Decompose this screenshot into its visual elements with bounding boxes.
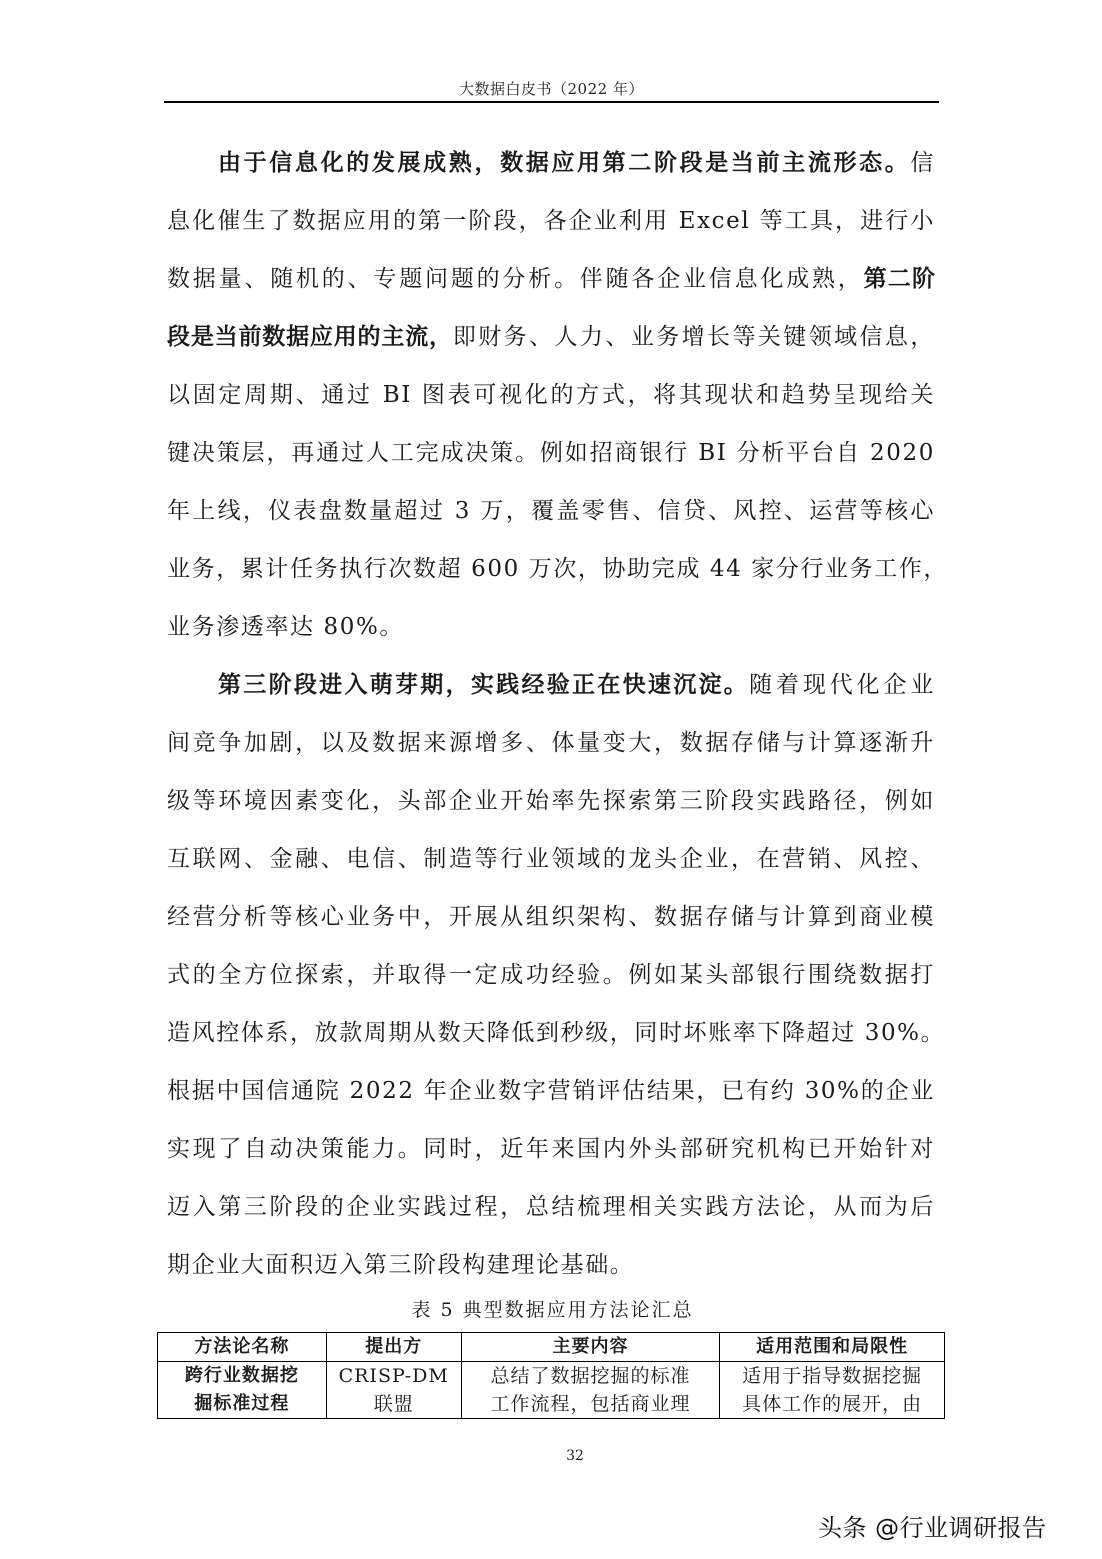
cell-line: 掘标准过程 [194,1393,290,1414]
text-span: 式的全方位探索，并取得一定成功经验。例如某头部银行围绕数据打 [167,962,935,988]
bold-span: 段是当前数据应用的主流， [167,324,453,350]
paragraph-2-line-5 [167,902,935,932]
table-caption: 表 5 典型数据应用方法论汇总 [411,1299,694,1321]
table-header-row [158,1333,945,1362]
paragraph-1-line-2 [167,206,935,236]
paragraph-2-line-1 [218,670,935,700]
paragraph-2-line-11 [167,1250,935,1280]
bold-lead-sentence: 第三阶段进入萌芽期，实践经验正在快速沉淀。 [218,672,750,698]
paragraph-1-line-3 [167,264,935,294]
text-span: 业务渗透率达 80%。 [167,614,405,640]
paragraph-1-line-5 [167,380,935,410]
paragraph-1-line-8 [167,554,949,584]
document-title: 大数据白皮书（2022 年） [459,80,644,98]
text-span: 信 [910,150,935,176]
column-header-scope: 适用范围和局限性 [720,1333,945,1362]
paragraph-2-line-10 [167,1192,935,1222]
paragraph-2-line-4 [167,844,935,874]
text-span: 随着现代化企业 [749,672,936,698]
paragraph-2-line-9 [167,1134,935,1164]
paragraph-2-line-6 [167,960,935,990]
text-span: 实现了自动决策能力。同时，近年来国内外头部研究机构已开始针对 [167,1136,935,1162]
text-span: 数据量、随机的、专题问题的分析。伴随各企业信息化成熟， [167,266,864,292]
cell-scope [720,1362,945,1419]
text-span: 互联网、金融、电信、制造等行业领域的龙头企业，在营销、风控、 [167,846,935,872]
text-span: 业务，累计任务执行次数超 600 万次，协助完成 44 家分行业务工作， [167,556,949,582]
text-span: 间竞争加剧，以及数据来源增多、体量变大，数据存储与计算逐渐升 [167,730,935,756]
paragraph-1-line-4 [167,322,935,352]
cell-content [461,1362,720,1419]
cell-line: 工作流程，包括商业理 [490,1393,691,1415]
text-span: 造风控体系，放款周期从数天降低到秒级，同时坏账率下降超过 30%。 [167,1020,946,1046]
table-row [158,1362,945,1419]
cell-line: CRISP-DM [338,1365,449,1387]
text-span: 迈入第三阶段的企业实践过程，总结梳理相关实践方法论，从而为后 [167,1194,935,1220]
text-span: 键决策层，再通过人工完成决策。例如招商银行 BI 分析平台自 2020 [167,440,935,466]
text-span: 息化催生了数据应用的第一阶段，各企业利用 Excel 等工具，进行小 [167,208,935,234]
text-span: 根据中国信通院 2022 年企业数字营销评估结果，已有约 30%的企业 [167,1078,935,1104]
text-span: 经营分析等核心业务中，开展从组织架构、数据存储与计算到商业模 [167,904,935,930]
column-header-name: 方法论名称 [158,1333,327,1362]
paragraph-2-line-8 [167,1076,935,1106]
column-header-content: 主要内容 [461,1333,720,1362]
cell-line: 联盟 [373,1393,414,1415]
text-span: 期企业大面积迈入第三阶段构建理论基础。 [167,1252,635,1278]
page-number: 32 [566,1448,584,1464]
paragraph-1-line-6 [167,438,935,468]
column-header-proposer: 提出方 [326,1333,461,1362]
paragraph-1-line-7 [167,496,935,526]
header-divider [164,101,939,103]
cell-method-name [158,1362,327,1419]
bold-lead-sentence: 由于信息化的发展成熟，数据应用第二阶段是当前主流形态。 [218,150,911,176]
cell-line: 跨行业数据挖 [184,1365,299,1386]
paragraph-1-line-1 [218,148,935,178]
cell-line: 总结了数据挖掘的标准 [490,1365,691,1387]
methodology-table [157,1332,945,1419]
cell-line: 具体工作的展开，由 [742,1393,923,1415]
watermark: 头条 @行业调研报告 [818,1514,1047,1542]
paragraph-2-line-7 [167,1018,946,1048]
text-span: 年上线，仪表盘数量超过 3 万，覆盖零售、信贷、风控、运营等核心 [167,498,935,524]
cell-proposer [326,1362,461,1419]
cell-line: 适用于指导数据挖掘 [742,1365,923,1387]
bold-span: 第二阶 [863,266,936,292]
paragraph-2-line-2 [167,728,935,758]
paragraph-2-line-3 [167,786,935,816]
paragraph-1-line-9 [167,612,935,642]
text-span: 即财务、人力、业务增长等关键领域信息， [452,324,935,350]
text-span: 级等环境因素变化，头部企业开始率先探索第三阶段实践路径，例如 [167,788,935,814]
text-span: 以固定周期、通过 BI 图表可视化的方式，将其现状和趋势呈现给关 [167,382,935,408]
